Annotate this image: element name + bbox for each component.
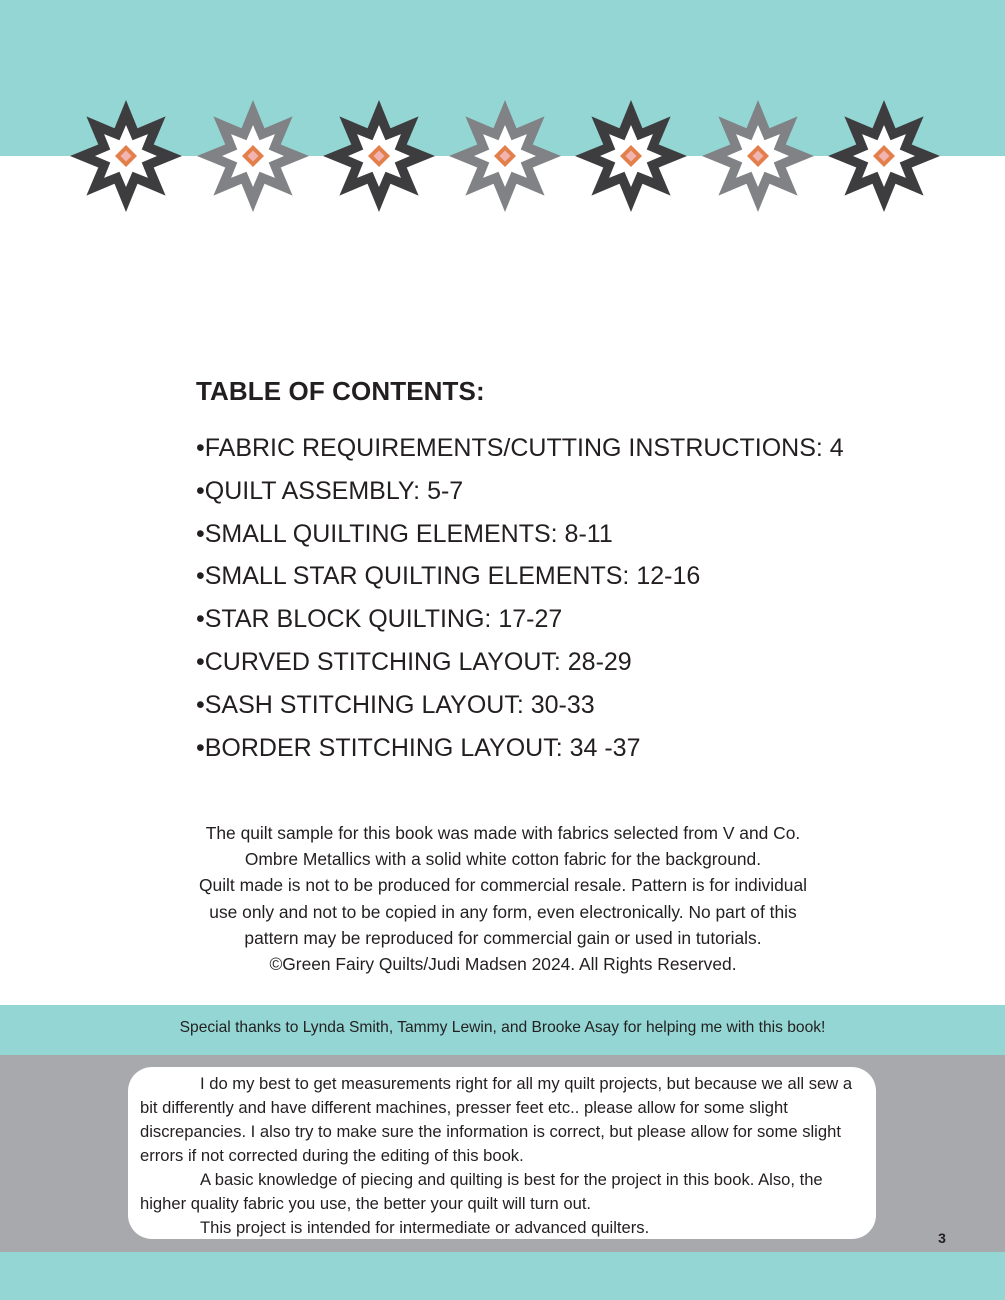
copyright-notice <box>120 820 886 977</box>
notice-line: pattern may be reproduced for commercial gain or used in tutorials. <box>244 927 762 948</box>
disclaimer-paragraph: A basic knowledge of piecing and quilting is best for the project in this book. Also, the higher quality fabric you use, the better your quilt will turn out. <box>140 1170 823 1213</box>
notice-line: Ombre Metallics with a solid white cotton fabric for the background. <box>244 849 762 870</box>
disclaimer-paragraph: This project is intended for intermediate or advanced quilters. <box>200 1218 650 1237</box>
page-number: 3 <box>938 1230 946 1246</box>
star-block-icon <box>449 100 561 212</box>
star-block-icon <box>828 100 940 212</box>
toc-item: •STAR BLOCK QUILTING: 17-27 <box>196 605 563 634</box>
bottom-accent-band <box>0 1252 1005 1300</box>
star-block-icon <box>70 100 182 212</box>
star-block-icon <box>323 100 435 212</box>
toc-list <box>196 427 916 769</box>
toc-item: •BORDER STITCHING LAYOUT: 34 -37 <box>196 733 641 762</box>
toc-heading: TABLE OF CONTENTS: <box>196 376 485 406</box>
toc-item: •SMALL QUILTING ELEMENTS: 8-11 <box>196 519 613 548</box>
star-block-row <box>0 100 1005 212</box>
toc-item: •QUILT ASSEMBLY: 5-7 <box>196 476 464 505</box>
notice-line: The quilt sample for this book was made with fabrics selected from V and Co. <box>205 823 801 843</box>
toc-item: •SASH STITCHING LAYOUT: 30-33 <box>196 690 595 719</box>
disclaimer-paragraph: I do my best to get measurements right for all my quilt projects, but because we all sew a bit differently and have different machines, presser feet etc.. please allow for some slight discrepancies. I also try to make sure the information is correct, but please allow for some slight errors if not corrected during the editing of this book. <box>140 1074 853 1165</box>
notice-line: use only and not to be copied in any form, even electronically. No part of this <box>209 901 797 922</box>
notice-line: Quilt made is not to be produced for commercial resale. Pattern is for individual <box>199 875 807 896</box>
notice-line: ©Green Fairy Quilts/Judi Madsen 2024. All Rights Reserved. <box>269 954 737 975</box>
toc-item: •CURVED STITCHING LAYOUT: 28-29 <box>196 647 632 676</box>
star-block-icon <box>702 100 814 212</box>
thanks-text: Special thanks to Lynda Smith, Tammy Lewin, and Brooke Asay for helping me with this book! <box>179 1019 826 1036</box>
disclaimer-box <box>128 1067 876 1239</box>
star-block-icon <box>575 100 687 212</box>
star-block-icon <box>197 100 309 212</box>
thanks-band <box>0 1005 1005 1055</box>
toc-item: •SMALL STAR QUILTING ELEMENTS: 12-16 <box>196 562 701 591</box>
table-of-contents <box>196 376 916 769</box>
toc-item: •FABRIC REQUIREMENTS/CUTTING INSTRUCTIONS: 4 <box>196 434 844 462</box>
